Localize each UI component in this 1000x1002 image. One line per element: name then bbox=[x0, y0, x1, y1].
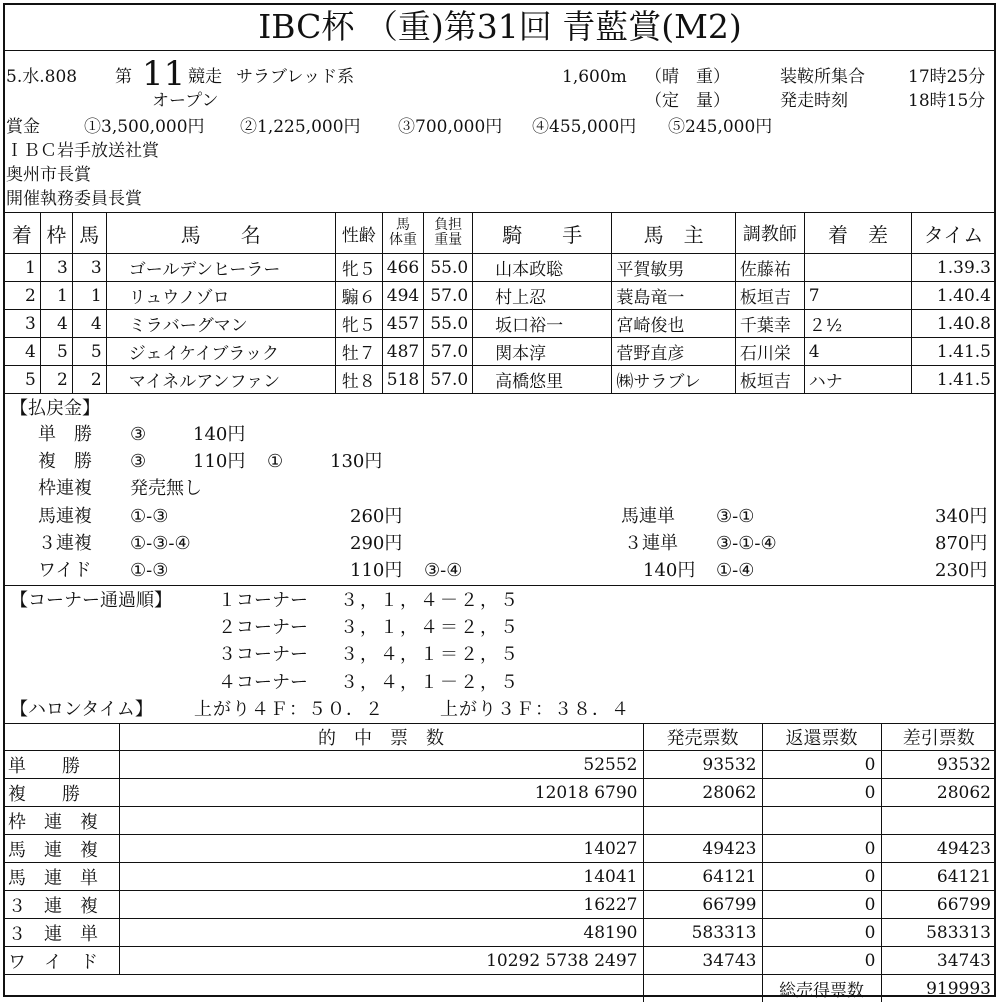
votes-hit: 52552 bbox=[119, 751, 643, 779]
votes-net: 66799 bbox=[881, 891, 996, 919]
wide-amount-2: 140円 bbox=[643, 559, 695, 583]
votes-net: 64121 bbox=[881, 863, 996, 891]
result-owner: 蓑島竜一 bbox=[612, 282, 735, 310]
header-frame: 枠 bbox=[40, 213, 72, 254]
result-margin: ハナ bbox=[804, 366, 911, 394]
votes-net: 28062 bbox=[881, 779, 996, 807]
header-pos: 着 bbox=[4, 213, 41, 254]
votes-bet-type: 枠 連 複 bbox=[3, 807, 119, 835]
results-table bbox=[3, 212, 996, 394]
furlong-header: 【ハロンタイム】 bbox=[10, 698, 153, 722]
votes-bet-type: ワ イ ド bbox=[3, 947, 119, 975]
corner-3-label: ３コーナー bbox=[218, 643, 308, 667]
votes-net bbox=[881, 807, 996, 835]
votes-hit: 48190 bbox=[119, 919, 643, 947]
race-title: IBC杯 （重)第31回 青藍賞(M2) bbox=[0, 4, 1000, 50]
corner-2-order: ３，１，４＝２，５ bbox=[340, 616, 520, 640]
result-pos: 3 bbox=[4, 310, 41, 338]
votes-header-refund: 返還票数 bbox=[762, 724, 881, 751]
results-header-row bbox=[4, 213, 996, 254]
votes-sold: 28062 bbox=[643, 779, 762, 807]
result-owner: 宮崎俊也 bbox=[612, 310, 735, 338]
wide-amount-1: 110円 bbox=[350, 559, 402, 583]
votes-table bbox=[3, 723, 996, 1002]
tansho-combo: ③ bbox=[130, 423, 146, 447]
header-jockey: 騎 手 bbox=[473, 213, 612, 254]
result-sexage: 騸６ bbox=[335, 282, 382, 310]
breed: サラブレッド系 bbox=[236, 66, 354, 88]
votes-header-blank bbox=[3, 724, 119, 751]
result-row bbox=[4, 338, 996, 366]
payout-header: 【払戻金】 bbox=[10, 397, 100, 421]
votes-row bbox=[3, 891, 996, 919]
wakuren-label: 枠連複 bbox=[38, 477, 92, 501]
wide-label: ワイド bbox=[38, 559, 91, 583]
umaren-combo: ①-③ bbox=[130, 505, 168, 529]
votes-row bbox=[3, 779, 996, 807]
votes-total-blank-3 bbox=[643, 975, 762, 1002]
votes-bet-type: 単 勝 bbox=[3, 751, 119, 779]
votes-sold: 66799 bbox=[643, 891, 762, 919]
result-row bbox=[4, 282, 996, 310]
last-4f: 上がり４Ｆ：５０．２ bbox=[194, 698, 384, 722]
votes-hit: 12018 6790 bbox=[119, 779, 643, 807]
votes-sold: 93532 bbox=[643, 751, 762, 779]
result-load: 57.0 bbox=[424, 282, 473, 310]
votes-refund: 0 bbox=[762, 835, 881, 863]
votes-net: 34743 bbox=[881, 947, 996, 975]
race-number: 11 bbox=[142, 54, 185, 94]
result-margin bbox=[804, 254, 911, 282]
votes-row bbox=[3, 751, 996, 779]
result-num: 4 bbox=[72, 310, 106, 338]
votes-bet-type: 馬 連 単 bbox=[3, 863, 119, 891]
result-margin: ２½ bbox=[804, 310, 911, 338]
assembly-label: 装鞍所集合 bbox=[780, 66, 865, 88]
votes-net: 49423 bbox=[881, 835, 996, 863]
header-load bbox=[424, 213, 473, 254]
corner-1-order: ３，１，４－２，５ bbox=[340, 589, 520, 613]
wakuren-value: 発売無し bbox=[130, 477, 202, 501]
distance: 1,600m bbox=[562, 66, 627, 88]
header-sexage: 性齢 bbox=[335, 213, 382, 254]
result-frame: 2 bbox=[40, 366, 72, 394]
header-load-l1: 負担 bbox=[434, 217, 462, 233]
race-prefix: 第 bbox=[115, 66, 132, 88]
corner-3-order: ３，４，１＝２，５ bbox=[340, 643, 520, 667]
result-pos: 2 bbox=[4, 282, 41, 310]
header-num: 馬 bbox=[72, 213, 106, 254]
result-row bbox=[4, 254, 996, 282]
votes-total-blank-2 bbox=[119, 975, 643, 1002]
result-frame: 3 bbox=[40, 254, 72, 282]
result-weight: 466 bbox=[382, 254, 423, 282]
result-sexage: 牝５ bbox=[335, 254, 382, 282]
votes-header-hit: 的 中 票 数 bbox=[119, 724, 643, 751]
result-num: 2 bbox=[72, 366, 106, 394]
result-horse-name: マイネルアンファン bbox=[106, 366, 335, 394]
result-jockey: 高橋悠里 bbox=[473, 366, 612, 394]
result-frame: 1 bbox=[40, 282, 72, 310]
result-weight: 494 bbox=[382, 282, 423, 310]
assembly-time: 17時25分 bbox=[908, 66, 985, 88]
header-weight bbox=[382, 213, 423, 254]
votes-row bbox=[3, 835, 996, 863]
votes-header-row bbox=[3, 724, 996, 751]
votes-sold: 49423 bbox=[643, 835, 762, 863]
sanrentan-combo: ③-①-④ bbox=[716, 532, 777, 556]
result-jockey: 山本政聡 bbox=[473, 254, 612, 282]
result-pos: 1 bbox=[4, 254, 41, 282]
start-label: 発走時刻 bbox=[780, 90, 848, 112]
corner-4-label: ４コーナー bbox=[218, 671, 308, 695]
votes-bet-type: 複 勝 bbox=[3, 779, 119, 807]
prize-5: ⑤245,000円 bbox=[668, 116, 772, 138]
result-margin: 4 bbox=[804, 338, 911, 366]
votes-total-label: 総売得票数 bbox=[762, 975, 881, 1002]
votes-row bbox=[3, 919, 996, 947]
result-num: 1 bbox=[72, 282, 106, 310]
fukusho-label: 複 勝 bbox=[38, 450, 92, 474]
umaren-amount: 260円 bbox=[350, 505, 402, 529]
result-owner: 菅野直彦 bbox=[612, 338, 735, 366]
votes-hit: 16227 bbox=[119, 891, 643, 919]
wide-combo-3: ①-④ bbox=[716, 559, 754, 583]
result-row bbox=[4, 310, 996, 338]
votes-refund: 0 bbox=[762, 779, 881, 807]
result-horse-name: ジェイケイブラック bbox=[106, 338, 335, 366]
votes-bet-type: ３ 連 複 bbox=[3, 891, 119, 919]
result-load: 57.0 bbox=[424, 338, 473, 366]
votes-refund: 0 bbox=[762, 947, 881, 975]
votes-sold: 34743 bbox=[643, 947, 762, 975]
sanrentan-label: ３連単 bbox=[624, 532, 678, 556]
result-horse-name: ミラバーグマン bbox=[106, 310, 335, 338]
sanrenpuku-amount: 290円 bbox=[350, 532, 402, 556]
wide-amount-3: 230円 bbox=[935, 559, 987, 583]
result-sexage: 牝５ bbox=[335, 310, 382, 338]
fukusho-amount-2: 130円 bbox=[330, 450, 382, 474]
votes-refund bbox=[762, 807, 881, 835]
header-weight-l1: 馬 bbox=[396, 217, 410, 233]
result-pos: 5 bbox=[4, 366, 41, 394]
wide-combo-2: ③-④ bbox=[424, 559, 462, 583]
umatan-amount: 340円 bbox=[935, 505, 987, 529]
votes-total-value: 919993 bbox=[881, 975, 996, 1002]
fukusho-combo-1: ③ bbox=[130, 450, 146, 474]
weather-track: （晴 重） bbox=[645, 66, 730, 88]
prize-1: ①3,500,000円 bbox=[84, 116, 205, 138]
votes-sold bbox=[643, 807, 762, 835]
result-time: 1.40.8 bbox=[912, 310, 996, 338]
result-trainer: 板垣吉 bbox=[735, 282, 804, 310]
votes-bet-type: ３ 連 単 bbox=[3, 919, 119, 947]
last-3f: 上がり３Ｆ：３８．４ bbox=[440, 698, 630, 722]
prize-label: 賞金 bbox=[6, 116, 40, 138]
votes-header-net: 差引票数 bbox=[881, 724, 996, 751]
header-weight-l2: 体重 bbox=[389, 232, 417, 248]
result-weight: 457 bbox=[382, 310, 423, 338]
result-jockey: 坂口裕一 bbox=[473, 310, 612, 338]
votes-row bbox=[3, 863, 996, 891]
result-trainer: 板垣吉 bbox=[735, 366, 804, 394]
wide-combo-1: ①-③ bbox=[130, 559, 168, 583]
result-time: 1.39.3 bbox=[912, 254, 996, 282]
result-weight: 518 bbox=[382, 366, 423, 394]
result-jockey: 村上忍 bbox=[473, 282, 612, 310]
result-jockey: 関本淳 bbox=[473, 338, 612, 366]
header-margin: 着 差 bbox=[804, 213, 911, 254]
votes-refund: 0 bbox=[762, 891, 881, 919]
result-margin: 7 bbox=[804, 282, 911, 310]
votes-total-row bbox=[3, 975, 996, 1002]
result-num: 5 bbox=[72, 338, 106, 366]
result-sexage: 牡８ bbox=[335, 366, 382, 394]
result-load: 55.0 bbox=[424, 310, 473, 338]
result-time: 1.40.4 bbox=[912, 282, 996, 310]
award-2: 奥州市長賞 bbox=[6, 164, 91, 186]
votes-header-sold: 発売票数 bbox=[643, 724, 762, 751]
prize-2: ②1,225,000円 bbox=[240, 116, 361, 138]
umaren-label: 馬連複 bbox=[38, 505, 92, 529]
votes-hit: 14027 bbox=[119, 835, 643, 863]
divider bbox=[3, 585, 996, 586]
result-frame: 4 bbox=[40, 310, 72, 338]
race-suffix: 競走 bbox=[188, 66, 222, 88]
corner-1-label: １コーナー bbox=[218, 589, 308, 613]
votes-refund: 0 bbox=[762, 751, 881, 779]
award-1: ＩＢＣ岩手放送社賞 bbox=[6, 140, 159, 162]
result-row bbox=[4, 366, 996, 394]
votes-hit: 14041 bbox=[119, 863, 643, 891]
divider bbox=[3, 50, 996, 51]
prize-3: ③700,000円 bbox=[398, 116, 502, 138]
header-trainer: 調教師 bbox=[735, 213, 804, 254]
result-weight: 487 bbox=[382, 338, 423, 366]
race-code: 5.水.808 bbox=[6, 66, 77, 88]
tansho-amount: 140円 bbox=[193, 423, 245, 447]
result-time: 1.41.5 bbox=[912, 338, 996, 366]
fukusho-amount-1: 110円 bbox=[193, 450, 245, 474]
umatan-combo: ③-① bbox=[716, 505, 754, 529]
sanrenpuku-label: ３連複 bbox=[38, 532, 92, 556]
corner-2-label: ２コーナー bbox=[218, 616, 308, 640]
votes-row bbox=[3, 807, 996, 835]
award-3: 開催執務委員長賞 bbox=[6, 188, 142, 210]
votes-bet-type: 馬 連 複 bbox=[3, 835, 119, 863]
result-horse-name: リュウノゾロ bbox=[106, 282, 335, 310]
result-num: 3 bbox=[72, 254, 106, 282]
prize-4: ④455,000円 bbox=[532, 116, 636, 138]
header-load-l2: 重量 bbox=[434, 232, 462, 248]
votes-net: 93532 bbox=[881, 751, 996, 779]
result-load: 55.0 bbox=[424, 254, 473, 282]
header-time: タイム bbox=[912, 213, 996, 254]
sanrentan-amount: 870円 bbox=[935, 532, 987, 556]
result-trainer: 石川栄 bbox=[735, 338, 804, 366]
result-trainer: 千葉幸 bbox=[735, 310, 804, 338]
result-load: 57.0 bbox=[424, 366, 473, 394]
header-name: 馬 名 bbox=[106, 213, 335, 254]
corner-header: 【コーナー通過順】 bbox=[10, 589, 172, 613]
votes-refund: 0 bbox=[762, 919, 881, 947]
result-frame: 5 bbox=[40, 338, 72, 366]
result-time: 1.41.5 bbox=[912, 366, 996, 394]
result-sexage: 牡７ bbox=[335, 338, 382, 366]
corner-4-order: ３，４，１－２，５ bbox=[340, 671, 520, 695]
votes-hit: 10292 5738 2497 bbox=[119, 947, 643, 975]
votes-row bbox=[3, 947, 996, 975]
header-owner: 馬 主 bbox=[612, 213, 735, 254]
votes-hit bbox=[119, 807, 643, 835]
votes-sold: 64121 bbox=[643, 863, 762, 891]
votes-sold: 583313 bbox=[643, 919, 762, 947]
race-class: オープン bbox=[152, 90, 218, 112]
votes-total-blank-1 bbox=[3, 975, 119, 1002]
fukusho-combo-2: ① bbox=[267, 450, 283, 474]
tansho-label: 単 勝 bbox=[38, 423, 92, 447]
result-trainer: 佐藤祐 bbox=[735, 254, 804, 282]
result-owner: ㈱サラブレ bbox=[612, 366, 735, 394]
result-owner: 平賀敏男 bbox=[612, 254, 735, 282]
weight-rule: （定 量） bbox=[645, 90, 730, 112]
votes-net: 583313 bbox=[881, 919, 996, 947]
votes-refund: 0 bbox=[762, 863, 881, 891]
result-pos: 4 bbox=[4, 338, 41, 366]
result-horse-name: ゴールデンヒーラー bbox=[106, 254, 335, 282]
umatan-label: 馬連単 bbox=[621, 505, 675, 529]
start-time: 18時15分 bbox=[908, 90, 985, 112]
sanrenpuku-combo: ①-③-④ bbox=[130, 532, 191, 556]
